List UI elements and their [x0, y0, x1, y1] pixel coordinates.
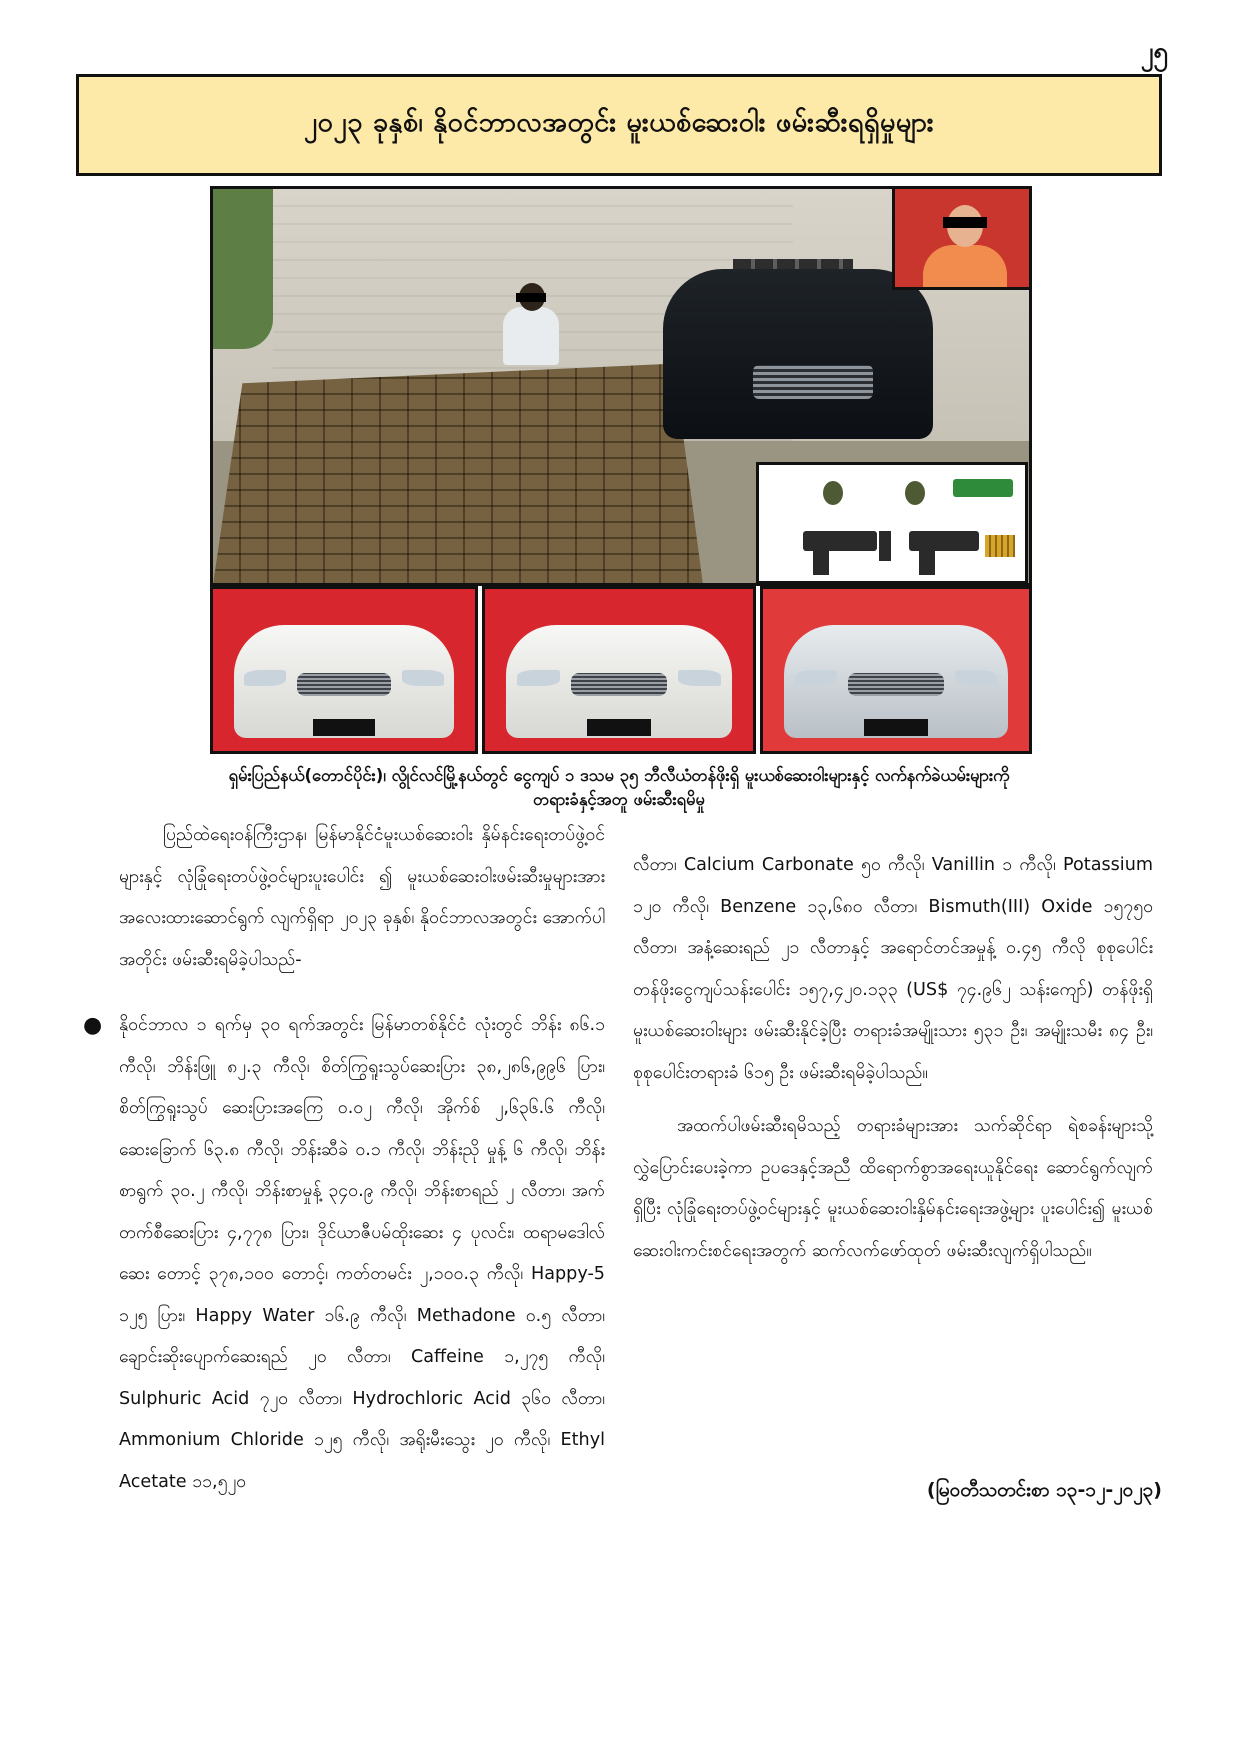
title-banner [76, 74, 1162, 176]
photo-caption: ရှမ်းပြည်နယ်(တောင်ပိုင်း)၊ လွိုင်လင်မြို့နယ်တွင် ငွေကျပ် ၁ ဒသမ ၃၅ ဘီလီယံတန်ဖိုးရှိ မူးယစ်ဆေးဝါးများနှင့် လက်နက်ခဲယမ်းများကို တရားခံနှင့်အတူ ဖမ်းဆီးရမိမှု [228, 766, 1010, 809]
dark-car [663, 269, 933, 439]
page-title: ၂၀၂၃ ခုနှစ်၊ နိုဝင်ဘာလအတွင်း မူးယစ်ဆေးဝါး ဖမ်းဆီးရရှိမှုများ [303, 107, 935, 138]
suspect-portrait [892, 186, 1032, 290]
ammunition-icon [985, 535, 1015, 557]
censored-plate [313, 719, 376, 737]
seized-car-photo-1 [210, 586, 478, 754]
seizure-list-item [83, 1005, 605, 1503]
seized-car-photo-2 [482, 586, 756, 754]
suspect-figure [503, 307, 559, 365]
package-icon [953, 479, 1013, 497]
censor-bar [516, 293, 546, 302]
magazine-icon [879, 531, 891, 561]
intro-paragraph: ပြည်ထဲရေးဝန်ကြီးဌာန၊ မြန်မာနိုင်ငံမူးယစ်ဆေးဝါး နှိမ်နင်းရေးတပ်ဖွဲ့ဝင်များနှင့် လုံခြုံရေးတပ်ဖွဲ့ဝင်များပူးပေါင်း ၍ မူးယစ်ဆေးဝါးဖမ်းဆီးမှုများအား အလေးထားဆောင်ရွက် လျက်ရှိရာ ၂၀၂၃ ခုနှစ်၊ နိုဝင်ဘာလအတွင်း အောက်ပါအတိုင်း ဖမ်းဆီးရမိခဲ့ပါသည်- [119, 825, 605, 970]
censor-bar [943, 217, 987, 228]
censored-plate [587, 719, 651, 737]
photo-tree [213, 189, 273, 349]
right-column [633, 845, 1153, 1272]
weapons-photo [756, 462, 1028, 584]
left-column [83, 815, 605, 1503]
seized-car-photo-3 [760, 586, 1032, 754]
censored-plate [864, 719, 928, 737]
closing-paragraph: အထက်ပါဖမ်းဆီးရမိသည့် တရားခံများအား သက်ဆိုင်ရာ ရဲစခန်းများသို့ လွှဲပြောင်းပေးခဲ့ကာ ဥပဒေနှင့်အညီ ထိရောက်စွာအရေးယူနိုင်ရေး ဆောင်ရွက်လျက်ရှိပြီး လုံခြုံရေးတပ်ဖွဲ့ဝင်များနှင့် မူးယစ်ဆေးဝါးနှိမ်နင်းရေးအဖွဲ့များ ပူးပေါင်း၍ မူးယစ်ဆေးဝါးကင်းစင်ရေးအတွက် ဆက်လက်ဖော်ထုတ် ဖမ်းဆီးလျက်ရှိပါသည်။ [633, 1116, 1153, 1261]
grenade-icon [905, 481, 925, 505]
seizure-details-continued: လီတာ၊ Calcium Carbonate ၅၀ ကီလို၊ Vanillin ၁ ကီလို၊ Potassium ၁၂၀ ကီလို၊ Benzene ၁၃,၆၈၀ လီတာ၊ Bismuth(III) Oxide ၁၅၇၅၀ လီတာ၊ အနံ့ဆေးရည် ၂၁ လီတာနှင့် အရောင်တင်အမှုန့် ၀.၄၅ ကီလို စုစုပေါင်း တန်ဖိုးငွေကျပ်သန်းပေါင်း ၁၅၇,၄၂၀.၁၃၃ (US$ ၇၄.၉၆၂ သန်းကျော်) တန်ဖိုးရှိ မူးယစ်ဆေးဝါးများ ဖမ်းဆီးနိုင်ခဲ့ပြီး တရားခံအမျိုးသား ၅၃၁ ဦး၊ အမျိုးသမီး ၈၄ ဦး၊ စုစုပေါင်းတရားခံ ၆၁၅ ဦး ဖမ်းဆီးရမိခဲ့ပါသည်။ [633, 855, 1153, 1083]
seizure-details: နိုဝင်ဘာလ ၁ ရက်မှ ၃၀ ရက်အတွင်း မြန်မာတစ်နိုင်ငံ လုံးတွင် ဘိန်း ၈၆.၁ ကီလို၊ ဘိန်းဖြူ ၈၂.၃ ကီလို၊ စိတ်ကြွရူးသွပ်ဆေးပြား ၃၈,၂၈၆,၉၉၆ ပြား၊ စိတ်ကြွရူးသွပ် ဆေးပြားအကြေ ၀.၀၂ ကီလို၊ အိုက်စ် ၂,၆၃၆.၆ ကီလို၊ ဆေးခြောက် ၆၃.၈ ကီလို၊ ဘိန်းဆီခဲ ၀.၁ ကီလို၊ ဘိန်းညို မှုန့် ၆ ကီလို၊ ဘိန်းစာရွက် ၃၀.၂ ကီလို၊ ဘိန်းစာမှုန့် ၃၄၀.၉ ကီလို၊ ဘိန်းစာရည် ၂ လီတာ၊ အက်တက်စီဆေးပြား ၄,၇၇၈ ပြား၊ ဒိုင်ယာဇီပမ်ထိုးဆေး ၄ ပုလင်း၊ ထရာမဒေါလ်ဆေး တောင့် ၃၇၈,၁၀၀ တောင့်၊ ကတ်တမင်း ၂,၁၀၀.၃ ကီလို၊ Happy-5 ၁၂၅ ပြား၊ Happy Water ၁၆.၉ ကီလို၊ Methadone ၀.၅ လီတာ၊ ချောင်းဆိုးပျောက်ဆေးရည် ၂၀ လီတာ၊ Caffeine ၁,၂၇၅ ကီလို၊ Sulphuric Acid ၇၂၀ လီတာ၊ Hydrochloric Acid ၃၆၀ လီတာ၊ Ammonium Chloride ၁၂၅ ကီလို၊ အရိုးမီးသွေး ၂၀ ကီလို၊ Ethyl Acetate ၁၁,၅၂၀ [119, 1015, 605, 1492]
bullet-icon: ● [83, 1013, 103, 1038]
source-citation: (မြဝတီသတင်းစာ ၁၃-၁၂-၂၀၂၃) [926, 1479, 1162, 1501]
page-number: ၂၅ [1140, 37, 1168, 67]
grenade-icon [823, 481, 843, 505]
